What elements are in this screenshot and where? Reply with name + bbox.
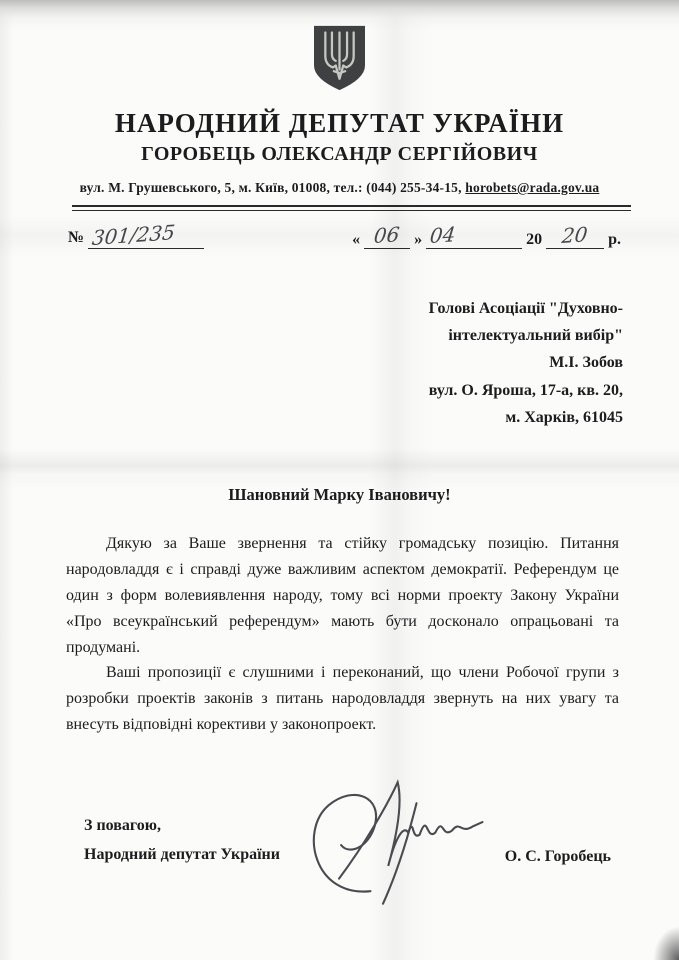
- ukraine-trident-icon: [311, 24, 368, 92]
- letterhead: [0, 108, 679, 196]
- day-handwritten: 06: [373, 221, 402, 249]
- recipient-line: М.І. Зобов: [549, 354, 623, 372]
- handwritten-signature: [278, 776, 488, 910]
- divider-thin-line: [72, 210, 631, 211]
- date-suffix: р.: [608, 231, 621, 248]
- number-handwritten: 301/235: [90, 219, 177, 251]
- number-underline: [88, 219, 204, 251]
- number-label: №: [68, 229, 85, 246]
- day-underline: [364, 221, 410, 249]
- letterhead-deputy-name: ГОРОБЕЦЬ ОЛЕКСАНДР СЕРГІЙОВИЧ: [141, 143, 538, 165]
- signature-block: [0, 790, 679, 950]
- recipient-block: [303, 295, 623, 431]
- address-text: вул. М. Грушевського, 5, м. Київ, 01008, тел.: (044) 255-34-15,: [79, 180, 466, 195]
- recipient-line: інтелектуальний вибір": [448, 327, 623, 345]
- position-line: Народний депутат України: [84, 845, 280, 863]
- header-divider: [72, 205, 631, 211]
- letter-body: [66, 531, 619, 738]
- scan-corner-shadow: [653, 926, 679, 960]
- month-underline: [426, 221, 522, 249]
- paragraph: Ваші пропозиції є слушними і переконаний, що члени Робочої групи з розробки проектів законів з питань народовладдя звернуть на них увагу та внесуть відповідні корективи у законопроект.: [66, 664, 619, 734]
- reference-date: [352, 221, 621, 249]
- recipient-line: Голові Асоціації "Духовно-: [428, 300, 623, 317]
- open-quote: «: [352, 231, 361, 248]
- signer-name: О. С. Горобець: [504, 848, 611, 866]
- year-underline: [546, 221, 604, 249]
- month-handwritten: 04: [428, 221, 457, 249]
- closing-line: З повагою,: [84, 817, 161, 835]
- letterhead-title: НАРОДНИЙ ДЕПУТАТ УКРАЇНИ: [114, 108, 565, 138]
- year-handwritten: 20: [561, 221, 590, 249]
- divider-thick-line: [72, 205, 631, 207]
- signature-left: [84, 812, 280, 870]
- recipient-line: вул. О. Яроша, 17-а, кв. 20,: [428, 381, 623, 399]
- close-quote: »: [414, 231, 423, 248]
- letterhead-address: [0, 180, 679, 196]
- century-printed: 20: [526, 231, 543, 248]
- email-link: horobets@rada.gov.ua: [465, 180, 600, 195]
- recipient-line: м. Харків, 61045: [505, 408, 623, 426]
- reference-number: [68, 219, 204, 251]
- emblem-wrap: [0, 0, 679, 92]
- reference-row: [68, 219, 621, 251]
- salutation: Шановний Марку Івановичу!: [228, 484, 451, 504]
- paragraph: Дякую за Ваше звернення та стійку громадську позицію. Питання народовладдя є і справді дуже важливим аспектом демократії. Референдум це один з форм волевиявлення народу, тому всі норми проекту Закону України «Про всеукраїнський референдум» мають бути досконало опрацьовані та продумані.: [66, 534, 619, 656]
